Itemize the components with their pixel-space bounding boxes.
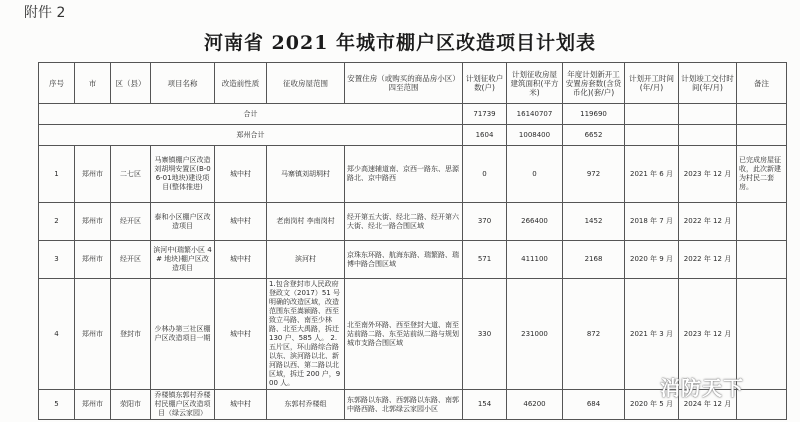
row-nature: 城中村	[215, 241, 267, 279]
row-households: 571	[463, 241, 507, 279]
attachment-label: 附件 2	[24, 5, 66, 21]
subtotal-row	[39, 125, 787, 146]
row-households: 0	[463, 146, 507, 203]
row-finish: 2023 年 12 月	[679, 279, 737, 390]
row-nature: 城中村	[215, 279, 267, 390]
table-row	[39, 146, 787, 203]
row-units: 872	[563, 279, 625, 390]
watermark-logo: 消防天下	[660, 376, 744, 400]
row-no: 4	[39, 279, 75, 390]
row-project-name: 滨河中(瑞繁小区 4# 地块)棚户区改造项目	[151, 241, 215, 279]
header-row	[39, 63, 787, 104]
subtotal-area: 1008400	[507, 125, 563, 146]
total-households: 71739	[463, 104, 507, 125]
row-district: 登封市	[111, 279, 151, 390]
row-note	[737, 203, 787, 241]
row-area: 0	[507, 146, 563, 203]
row-resettlement: 京珠东环路、航海东路、瑞繁路、瑞博中路合围区域	[345, 241, 463, 279]
row-units: 1452	[563, 203, 625, 241]
row-no: 2	[39, 203, 75, 241]
row-area: 231000	[507, 279, 563, 390]
header-city: 市	[75, 63, 111, 104]
row-no: 5	[39, 390, 75, 420]
header-resettlement: 安置住房（或购买的商品房小区）四至范围	[345, 63, 463, 104]
row-start: 2021 年 3 月	[625, 279, 679, 390]
row-finish: 2024 年 12 月	[679, 390, 737, 420]
row-area: 46200	[507, 390, 563, 420]
header-project-name: 项目名称	[151, 63, 215, 104]
project-table	[38, 62, 787, 420]
row-area: 411100	[507, 241, 563, 279]
row-project-name: 马寨镇棚户区改造刘胡垌安置区(B-06-01地块)建设项目(整体推进)	[151, 146, 215, 203]
row-resettlement: 经开第五大街、经北二路、经开第六大街、经北一路合围区域	[345, 203, 463, 241]
row-project-name: 少林办第三社区棚户区改造项目一期	[151, 279, 215, 390]
row-area: 266400	[507, 203, 563, 241]
table-row	[39, 203, 787, 241]
total-area: 16140707	[507, 104, 563, 125]
subtotal-label: 郑州合计	[39, 125, 463, 146]
row-resettlement: 北至南外环路、西至登封大道、南至站前路二路、东至站前纵二路与规划城市支路合围区域	[345, 279, 463, 390]
row-start: 2021 年 6 月	[625, 146, 679, 203]
row-households: 370	[463, 203, 507, 241]
row-scope: 东郭村乔楼组	[267, 390, 345, 420]
header-units: 年度计划新开工安置房套数(含货币化)(套/户)	[563, 63, 625, 104]
row-households: 330	[463, 279, 507, 390]
row-district: 经开区	[111, 203, 151, 241]
subtotal-units: 6652	[563, 125, 625, 146]
row-scope: 马寨镇刘胡垌村	[267, 146, 345, 203]
row-finish: 2022 年 12 月	[679, 203, 737, 241]
row-district: 经开区	[111, 241, 151, 279]
row-units: 972	[563, 146, 625, 203]
row-start: 2020 年 9 月	[625, 241, 679, 279]
row-scope: 老南岗村 李南岗村	[267, 203, 345, 241]
header-area: 计划征收房屋建筑面积(平方米)	[507, 63, 563, 104]
header-finish: 计划竣工交付时间(年/月)	[679, 63, 737, 104]
row-project-name: 泰和小区棚户区改造项目	[151, 203, 215, 241]
header-nature: 改造前性质	[215, 63, 267, 104]
row-scope: 1.包含登封市人民政府登政文（2017）51 号明确的改造区域，改造范围东至嵩颍路、西至致立马路、南至少林路、北至大禹路，拆迁 130 户、585 人。 2.五片区，环山路综合路以东、滨河路以北、新河路以西、第二路以北区域，拆迁 200 户，900 人。	[267, 279, 345, 390]
header-note: 备注	[737, 63, 787, 104]
total-units: 119690	[563, 104, 625, 125]
row-note	[737, 279, 787, 390]
row-resettlement: 东郭路以东路、西郭路以东路、南郭中路西路、北郭绿云家园小区	[345, 390, 463, 420]
row-nature: 城中村	[215, 390, 267, 420]
header-scope: 征收房屋范围	[267, 63, 345, 104]
row-note: 已完成房屋征收，此次新建为村民二套房。	[737, 146, 787, 203]
header-no: 序号	[39, 63, 75, 104]
row-project-name: 乔楼镇东郭村乔楼村民棚户区改造项目（绿云家园）	[151, 390, 215, 420]
row-nature: 城中村	[215, 203, 267, 241]
row-city: 郑州市	[75, 390, 111, 420]
header-households: 计划征收户数(户)	[463, 63, 507, 104]
row-city: 郑州市	[75, 279, 111, 390]
row-city: 郑州市	[75, 203, 111, 241]
row-city: 郑州市	[75, 146, 111, 203]
row-no: 3	[39, 241, 75, 279]
row-finish: 2022 年 12 月	[679, 241, 737, 279]
row-units: 2168	[563, 241, 625, 279]
document-title: 河南省 2021 年城市棚户区改造项目计划表	[203, 32, 597, 54]
row-households: 154	[463, 390, 507, 420]
row-note	[737, 241, 787, 279]
row-start: 2020 年 5 月	[625, 390, 679, 420]
row-city: 郑州市	[75, 241, 111, 279]
row-start: 2018 年 7 月	[625, 203, 679, 241]
total-row	[39, 104, 787, 125]
row-district: 二七区	[111, 146, 151, 203]
row-finish: 2023 年 12 月	[679, 146, 737, 203]
row-scope: 滨河村	[267, 241, 345, 279]
row-district: 荥阳市	[111, 390, 151, 420]
header-district: 区（县）	[111, 63, 151, 104]
row-nature: 城中村	[215, 146, 267, 203]
subtotal-households: 1604	[463, 125, 507, 146]
total-label: 合计	[39, 104, 463, 125]
row-resettlement: 郑少高速辅道南、京西一路东、思源路北、京中路西	[345, 146, 463, 203]
row-units: 684	[563, 390, 625, 420]
row-note	[737, 390, 787, 420]
row-no: 1	[39, 146, 75, 203]
table-row	[39, 241, 787, 279]
header-start: 计划开工时间(年/月)	[625, 63, 679, 104]
